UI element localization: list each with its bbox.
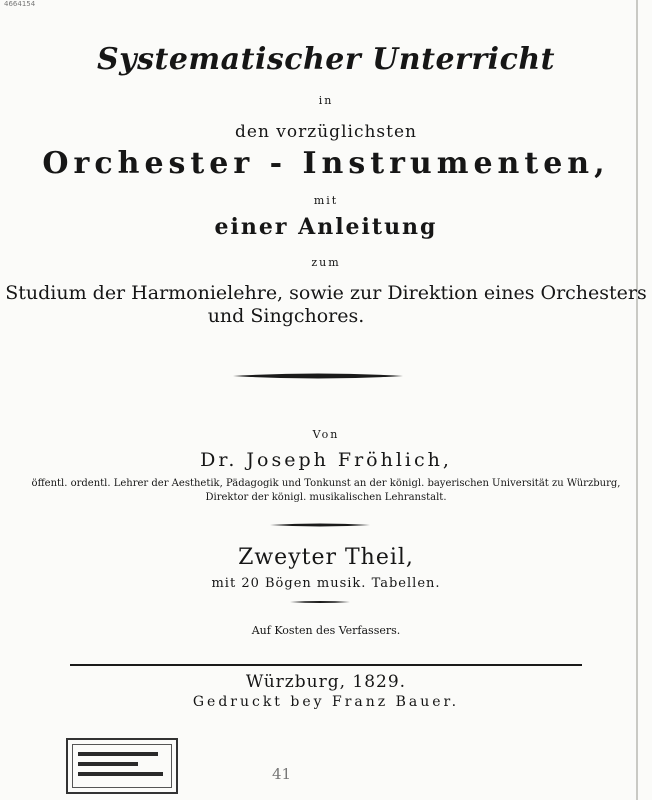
author-position-a: öffentl. ordentl. Lehrer der Aesthetik, Pädagogik und Tonkunst an der königl. bayerischen Universität zu Würzburg, [31, 478, 621, 489]
title-subject-b: Orchester - Instrumenten, [42, 146, 610, 181]
library-stamp [66, 738, 178, 794]
author-von: Von [312, 428, 340, 441]
title-study-b: und Singchores. [207, 305, 365, 327]
author-name: Dr. Joseph Fröhlich, [200, 449, 452, 471]
title-main: Systematischer Unterricht [96, 42, 556, 77]
ornament-rule [233, 372, 403, 380]
publisher-place-year: Würzburg, 1829. [245, 672, 407, 692]
publisher-printer: Gedruckt bey Franz Bauer. [192, 694, 460, 710]
ornament-rule-small [270, 522, 370, 528]
title-zum: zum [311, 256, 341, 269]
author-position-b: Direktor der königl. musikalischen Lehranstalt. [205, 492, 447, 503]
title-subject-a: den vorzüglichsten [235, 122, 417, 142]
part-label: Zweyter Theil, [238, 545, 414, 570]
catalog-code: 4664154 [4, 0, 36, 8]
title-mit: mit [313, 194, 339, 207]
part-tables: mit 20 Bögen musik. Tabellen. [211, 576, 441, 591]
ornament-rule-mini [290, 600, 350, 604]
horizontal-rule [70, 664, 582, 666]
title-study-a: Studium der Harmonielehre, sowie zur Direktion eines Orchesters [5, 282, 647, 304]
title-guide: einer Anleitung [214, 214, 438, 240]
title-in: in [318, 94, 334, 107]
publisher-cost: Auf Kosten des Verfassers. [251, 624, 401, 637]
page-mark: 41 [272, 765, 292, 783]
